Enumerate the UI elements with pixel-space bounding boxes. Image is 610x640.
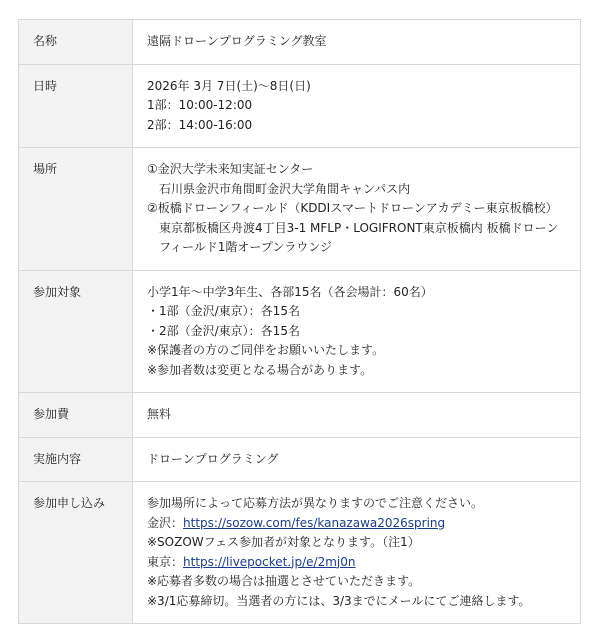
label-participants: 参加対象	[19, 270, 133, 393]
apply-kanazawa	[147, 514, 567, 534]
apply-sozow-note: ※SOZOWフェス参加者が対象となります。（注1）	[147, 535, 420, 549]
label-place: 場所	[19, 148, 133, 271]
row-apply	[19, 482, 581, 624]
value-place	[133, 148, 581, 271]
venue-1-name: ①金沢大学未来知実証センター	[147, 162, 314, 176]
value-fee: 無料	[133, 393, 581, 438]
row-datetime	[19, 64, 581, 148]
venue-1-address: 石川県金沢市角間町金沢大学角間キャンパス内	[159, 181, 411, 196]
participants-change-note: ※参加者数は変更となる場合があります。	[147, 362, 373, 377]
venue-2-address: 東京都板橋区舟渡4丁目3-1 MFLP・LOGIFRONT東京板橋内 板橋ドローンフィールド1階オープンラウンジ	[159, 220, 559, 254]
row-content	[19, 437, 581, 482]
datetime-dates: 2026年 3月 7日(土)〜8日(日)	[147, 78, 311, 93]
participants-session-1: ・1部（金沢/東京）：各15名	[147, 304, 300, 318]
participants-summary: 小学1年〜中学3年生、各部15名（各会場計：60名）	[147, 284, 433, 299]
apply-tokyo	[147, 553, 567, 573]
apply-intro: 参加場所によって応募方法が異なりますのでご注意ください。	[147, 496, 484, 510]
label-datetime: 日時	[19, 64, 133, 148]
row-fee	[19, 393, 581, 438]
apply-deadline-note: ※3/1応募締切。当選者の方には、3/3までにメールにてご連絡します。	[147, 593, 531, 608]
value-apply	[133, 482, 581, 624]
participants-guardian-note: ※保護者の方のご同伴をお願いいたします。	[147, 343, 385, 357]
label-name: 名称	[19, 20, 133, 65]
label-content: 実施内容	[19, 437, 133, 482]
venue-2-name: ②板橋ドローンフィールド（KDDIスマートドローンアカデミー東京板橋校）	[147, 201, 558, 215]
row-place	[19, 148, 581, 271]
value-participants	[133, 270, 581, 393]
value-datetime	[133, 64, 581, 148]
label-apply: 参加申し込み	[19, 482, 133, 624]
participants-session-2: ・2部（金沢/東京）：各15名	[147, 323, 300, 338]
label-fee: 参加費	[19, 393, 133, 438]
row-name	[19, 20, 581, 65]
value-name: 遠隔ドローンプログラミング教室	[133, 20, 581, 65]
kanazawa-apply-link[interactable]: https://sozow.com/fes/kanazawa2026spring	[183, 515, 446, 530]
apply-lottery-note: ※応募者多数の場合は抽選とさせていただきます。	[147, 574, 421, 588]
datetime-session-2: 2部：14:00-16:00	[147, 117, 253, 132]
apply-kanazawa-prefix: 金沢：	[147, 515, 184, 530]
datetime-session-1: 1部：10:00-12:00	[147, 98, 253, 112]
tokyo-apply-link[interactable]: https://livepocket.jp/e/2mj0n	[183, 554, 356, 569]
row-participants	[19, 270, 581, 393]
event-info-table	[18, 19, 581, 624]
apply-tokyo-prefix: 東京：	[147, 554, 184, 569]
value-content: ドローンプログラミング	[133, 437, 581, 482]
